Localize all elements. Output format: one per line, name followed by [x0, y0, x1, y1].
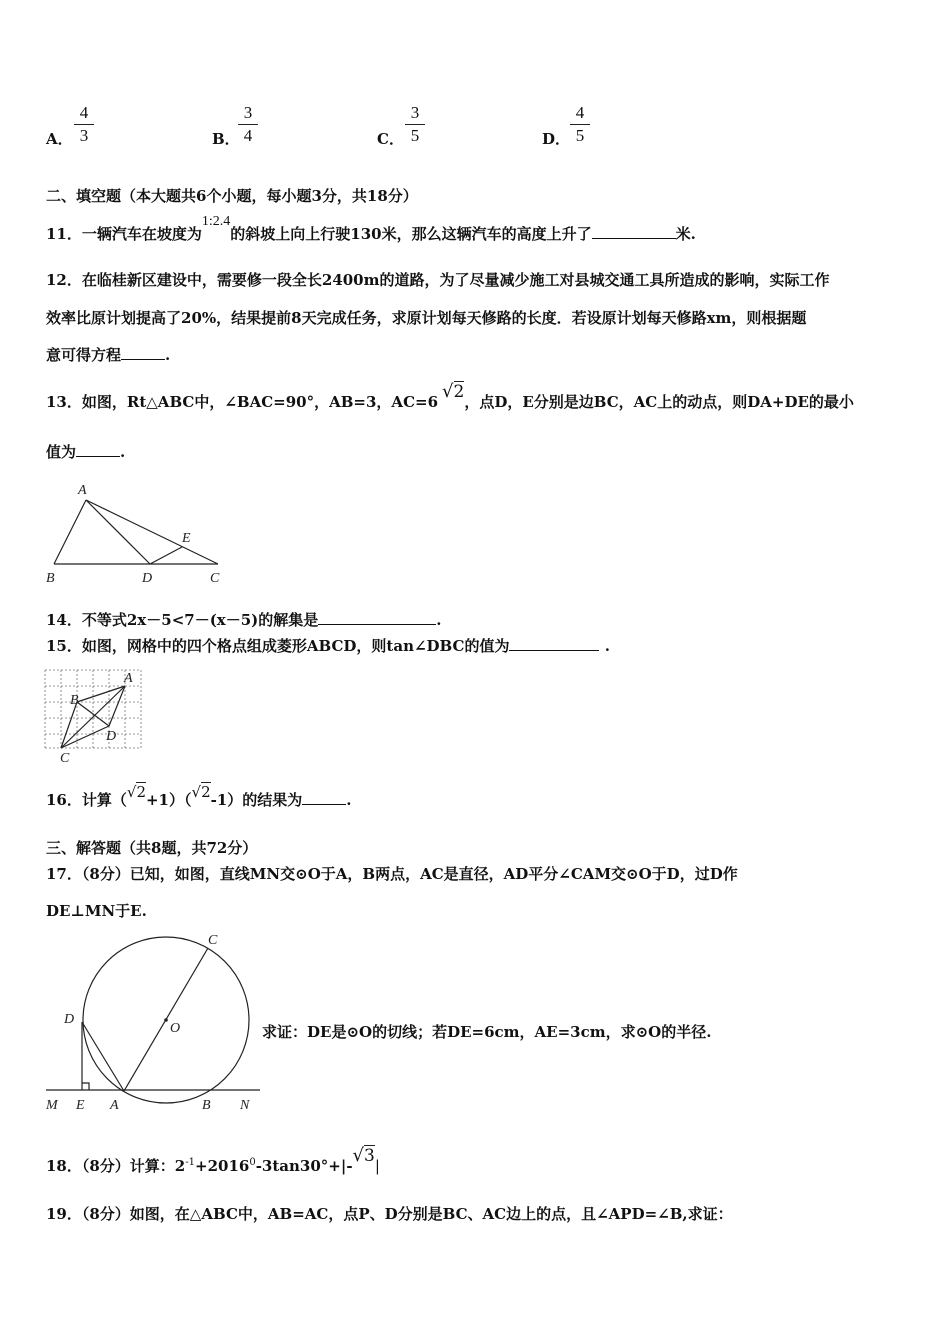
q18-exponent-1: -1	[185, 1157, 195, 1168]
circle-label-b: B	[202, 1098, 211, 1113]
q11-post: 的斜坡上向上行驶130米，那么这辆汽车的高度上升了	[230, 225, 592, 243]
q18-exponent-2: 0	[249, 1157, 256, 1168]
rhombus-ab	[77, 686, 125, 702]
q13-end: .	[120, 443, 126, 461]
option-c-numerator: 3	[405, 104, 425, 125]
q12-answer-blank[interactable]	[121, 345, 165, 360]
label-c: C	[210, 571, 220, 586]
q14-answer-blank[interactable]	[318, 610, 436, 625]
q18-radicand: 3	[364, 1146, 375, 1166]
q15-answer-blank[interactable]	[509, 636, 599, 651]
segment-de	[150, 547, 182, 564]
option-a-numerator: 4	[74, 104, 94, 125]
option-d-numerator: 4	[570, 104, 590, 125]
question-11	[46, 214, 696, 246]
option-c-label: C．	[377, 130, 404, 148]
section2-title: 二、填空题（本大题共6个小题，每小题3分，共18分）	[46, 187, 418, 205]
q16-mid: +1）（	[145, 791, 192, 809]
sqrt-symbol: √	[352, 1145, 365, 1166]
q15-grid-figure	[40, 664, 150, 768]
circle-label-m: M	[46, 1098, 58, 1113]
circle-label-d: D	[64, 1012, 75, 1027]
segment-ac	[86, 500, 218, 564]
grid-label-c: C	[60, 751, 70, 766]
q15-end: .	[604, 637, 610, 655]
q16-end: .	[346, 791, 352, 809]
q13-radicand: 2	[453, 382, 465, 402]
q18-post: -3tan30°+|-	[255, 1157, 353, 1175]
label-a: A	[78, 483, 87, 498]
option-d	[542, 128, 570, 149]
q13-pre: 13．如图，Rt△ABC中，∠BAC=90°，AB=3，AC=6	[46, 393, 439, 411]
label-d: D	[142, 571, 153, 586]
q18-mid: +2016	[195, 1157, 250, 1175]
question-15	[46, 636, 610, 656]
q16-post: -1）的结果为	[210, 791, 303, 809]
q16-radicand-1: 2	[136, 783, 146, 801]
q14-text: 14．不等式2x－5<7－(x－5)的解集是	[46, 611, 319, 629]
segment-ad	[86, 500, 150, 564]
option-d-fraction	[570, 104, 590, 145]
grid-label-d: D	[106, 729, 117, 744]
q18-pre: 18．（8分）计算：2	[46, 1157, 186, 1175]
grid-label-a: A	[124, 671, 133, 686]
q12-end: .	[165, 346, 171, 364]
q14-end: .	[436, 611, 442, 629]
q17-proof: 求证：DE是⊙O的切线；若DE=6cm，AE=3cm，求⊙O的半径.	[262, 1023, 712, 1041]
sqrt-symbol: √	[126, 783, 137, 801]
circle-label-o: O	[170, 1021, 181, 1036]
option-c-denominator: 5	[410, 126, 420, 145]
q13-line2	[46, 442, 125, 462]
q16-radicand-2: 2	[201, 783, 211, 801]
option-b-denominator: 4	[243, 126, 253, 145]
chord-ad	[82, 1022, 124, 1091]
question-13	[46, 381, 854, 412]
q13-answer-blank[interactable]	[76, 442, 120, 457]
rhombus-bc	[61, 702, 77, 748]
option-a-label: A．	[46, 130, 73, 148]
question-14	[46, 610, 442, 630]
q11-answer-blank[interactable]	[592, 224, 676, 239]
q12-line3	[46, 345, 170, 365]
circle-label-e: E	[76, 1098, 85, 1113]
label-e: E	[182, 531, 191, 546]
q13-triangle-figure	[40, 478, 230, 588]
q17-circle-figure	[40, 928, 270, 1118]
sqrt-symbol: √	[442, 381, 454, 402]
option-c-fraction	[405, 104, 425, 145]
circle-label-c: C	[208, 933, 218, 948]
q11-slope-ratio: 1:2.4	[201, 214, 231, 229]
circle-label-n: N	[240, 1098, 250, 1113]
segment-ab	[54, 500, 86, 564]
q11-pre: 11．一辆汽车在坡度为	[46, 225, 202, 243]
q15-text: 15．如图，网格中的四个格点组成菱形ABCD，则tan∠DBC的值为	[46, 637, 510, 655]
question-18	[46, 1145, 380, 1179]
q16-pre: 16．计算（	[46, 791, 127, 809]
q18-end: |	[374, 1157, 380, 1175]
option-a-fraction	[74, 104, 94, 145]
option-b-label: B．	[212, 130, 240, 148]
circle-label-a: A	[110, 1098, 119, 1113]
option-c	[377, 128, 404, 149]
option-a	[46, 128, 73, 149]
rhombus-da	[109, 686, 125, 726]
label-b: B	[46, 571, 55, 586]
q16-answer-blank[interactable]	[302, 790, 346, 805]
q12-line3-text: 意可得方程	[46, 346, 122, 364]
option-b	[212, 128, 240, 149]
q11-end: 米.	[675, 225, 696, 243]
option-b-fraction	[238, 104, 258, 145]
option-d-label: D．	[542, 130, 571, 148]
q13-post: ，点D，E分别是边BC，AC上的动点，则DA+DE的最小	[464, 393, 854, 411]
center-point-o	[164, 1018, 168, 1022]
rhombus-cd	[61, 726, 109, 748]
q13-line2-text: 值为	[46, 443, 77, 461]
question-16	[46, 783, 352, 810]
option-a-denominator: 3	[79, 126, 89, 145]
grid-label-b: B	[70, 693, 79, 708]
sqrt-symbol: √	[191, 783, 202, 801]
q12-line2: 效率比原计划提高了20%，结果提前8天完成任务，求原计划每天修路的长度．若设原计划每天修路xm，则根据题	[46, 309, 807, 327]
q17-line1: 17．（8分）已知，如图，直线MN交⊙O于A，B两点，AC是直径，AD平分∠CAM交⊙O于D，过D作	[46, 865, 738, 883]
question-19: 19．（8分）如图，在△ABC中，AB=AC，点P、D分别是BC、AC边上的点，且∠APD=∠B,求证：	[46, 1205, 733, 1223]
option-b-numerator: 3	[238, 104, 258, 125]
right-angle-mark	[82, 1083, 89, 1090]
q12-line1: 12．在临桂新区建设中，需要修一段全长2400m的道路，为了尽量减少施工对县城交通工具所造成的影响，实际工作	[46, 271, 830, 289]
q17-line2: DE⊥MN于E.	[46, 902, 147, 920]
section3-title: 三、解答题（共8题，共72分）	[46, 839, 258, 857]
option-d-denominator: 5	[575, 126, 585, 145]
